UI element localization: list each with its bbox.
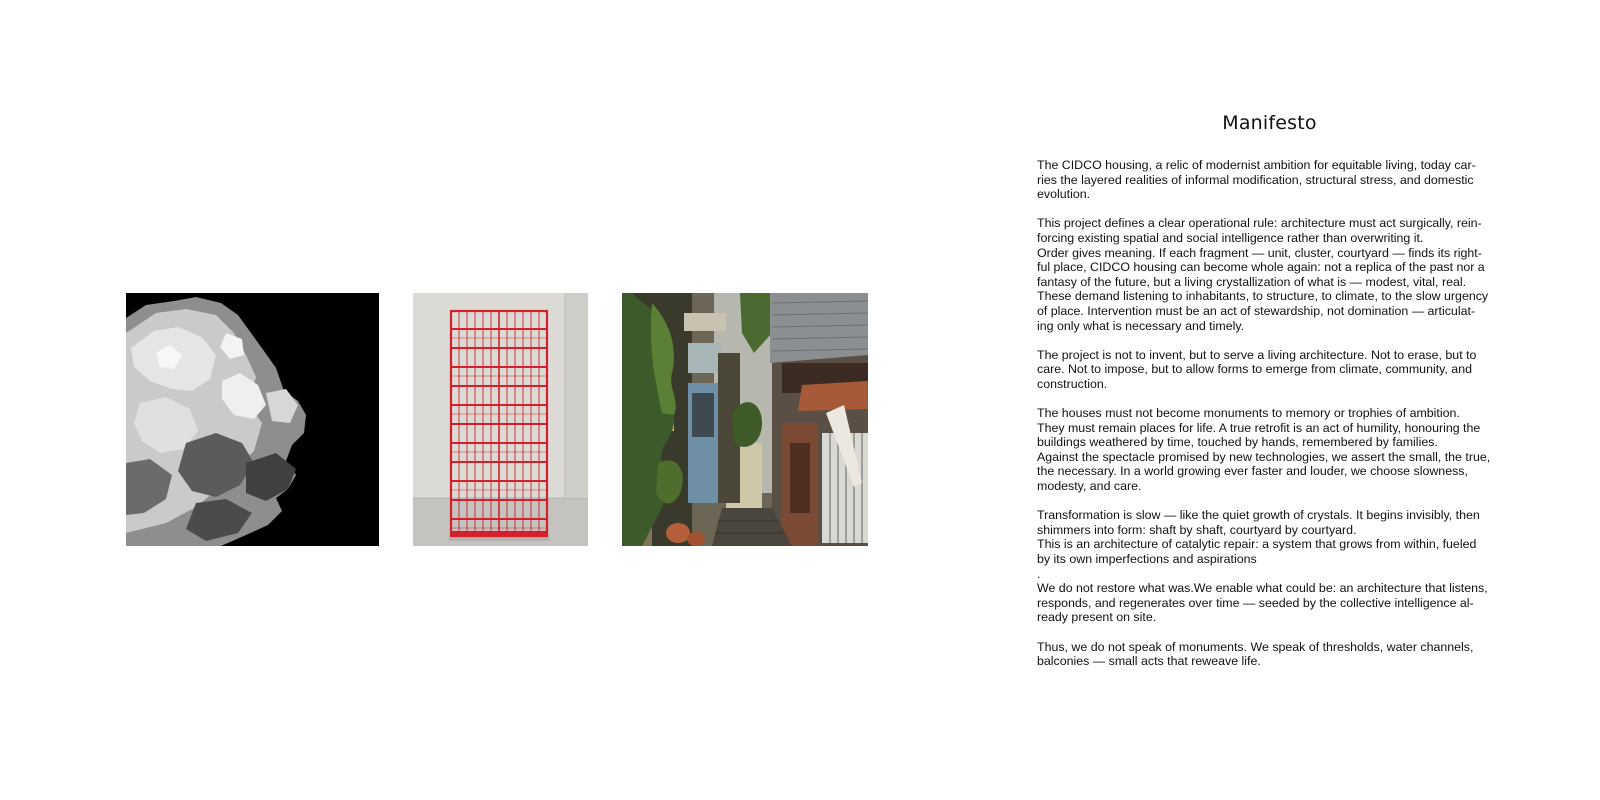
text-line: shimmers into form: shaft by shaft, courtyard by courtyard. — [1037, 522, 1357, 537]
text-line: We do not restore what was.We enable what could be: an architecture that listens, — [1037, 581, 1488, 596]
text-line: The houses must not become monuments to memory or trophies of ambition. — [1037, 406, 1460, 421]
text-line: ing only what is necessary and timely. — [1037, 318, 1245, 333]
text-line: construction. — [1037, 376, 1108, 391]
paragraph — [1037, 406, 1502, 494]
text-line: ries the layered realities of informal modification, structural stress, and domestic — [1037, 172, 1474, 187]
text-line: by its own imperfections and aspirations — [1037, 552, 1257, 567]
text-line: buildings weathered by time, touched by hands, remembered by families. — [1037, 435, 1438, 450]
crystal-mineral-icon — [126, 293, 379, 546]
text-line: modesty, and care. — [1037, 479, 1142, 494]
red-grid-model-icon — [413, 293, 588, 546]
text-line: Against the spectacle promised by new technologies, we assert the small, the true, — [1037, 449, 1491, 464]
paragraph — [1037, 508, 1502, 566]
text-line: responds, and regenerates over time — seeded by the collective intelligence al- — [1037, 595, 1474, 610]
paragraph — [1037, 158, 1502, 202]
paragraph — [1037, 640, 1502, 669]
text-line: They must remain places for life. A true retrofit is an act of humility, honouring the — [1037, 420, 1481, 435]
paragraph — [1037, 581, 1502, 625]
text-line: Transformation is slow — like the quiet growth of crystals. It begins invisibly, then — [1037, 508, 1480, 523]
paragraph — [1037, 348, 1502, 392]
text-line: forcing existing spatial and social intelligence rather than overwriting it. — [1037, 230, 1424, 245]
text-line: Order gives meaning. If each fragment — unit, cluster, courtyard — finds its right- — [1037, 245, 1482, 260]
housing-alley-icon — [622, 293, 868, 546]
housing-alley-photo — [622, 293, 868, 546]
text-line: Thus, we do not speak of monuments. We speak of thresholds, water channels, — [1037, 639, 1474, 654]
text-line: The project is not to invent, but to serve a living architecture. Not to erase, but to — [1037, 347, 1477, 362]
text-line: ful place, CIDCO housing can become whole again: not a replica of the past nor a — [1037, 260, 1485, 275]
text-line: care. Not to impose, but to allow forms to emerge from climate, community, and — [1037, 362, 1472, 377]
text-line: This is an architecture of catalytic repair: a system that grows from within, fueled — [1037, 537, 1477, 552]
text-line: The CIDCO housing, a relic of modernist ambition for equitable living, today car- — [1037, 158, 1476, 172]
paragraph — [1037, 216, 1502, 333]
paragraph — [1037, 567, 1502, 582]
manifesto-section — [1037, 112, 1502, 683]
manifesto-title: Manifesto — [1222, 112, 1317, 134]
text-line: fantasy of the future, but a living crystallization of what is — modest, vital, real. — [1037, 274, 1467, 289]
text-line: . — [1037, 566, 1041, 581]
text-line: These demand listening to inhabitants, to structure, to climate, to the slow urgency — [1037, 289, 1489, 304]
text-line: the necessary. In a world growing ever faster and louder, we choose slowness, — [1037, 464, 1468, 479]
text-line: of place. Intervention must be an act of stewardship, not domination — articulat- — [1037, 303, 1476, 318]
text-line: ready present on site. — [1037, 610, 1157, 625]
crystal-mineral-photo — [126, 293, 379, 546]
text-line: This project defines a clear operational rule: architecture must act surgically, rein- — [1037, 216, 1482, 231]
text-line: evolution. — [1037, 187, 1091, 202]
text-line: balconies — small acts that reweave life. — [1037, 654, 1261, 669]
red-grid-model-photo — [413, 293, 588, 546]
